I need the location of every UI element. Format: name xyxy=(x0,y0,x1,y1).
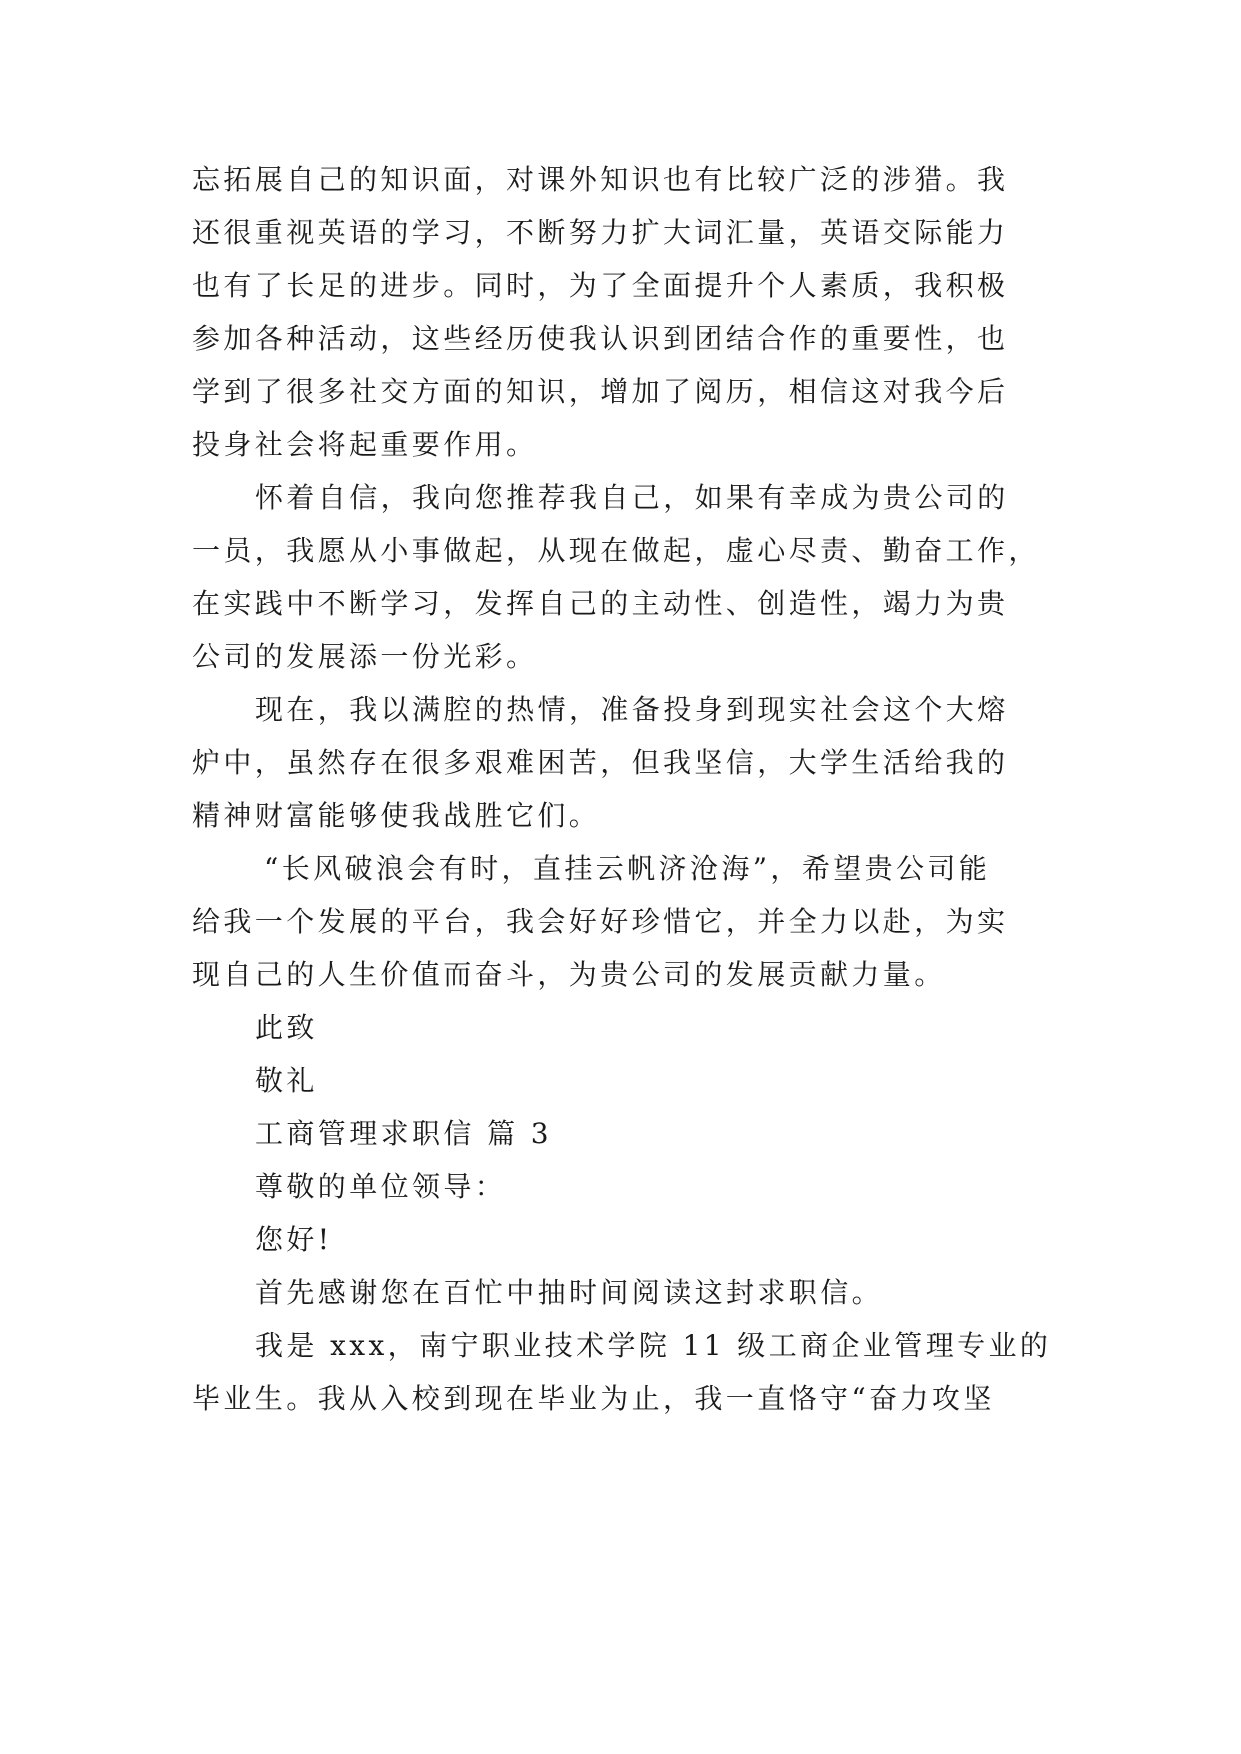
text-line: 投身社会将起重要作用。 xyxy=(192,428,538,461)
paragraph-first-line: 我是 xxx，南宁职业技术学院 11 级工商企业管理专业的 xyxy=(255,1329,1052,1362)
text-line: 精神财富能够使我战胜它们。 xyxy=(192,799,601,832)
text-line: 一员，我愿从小事做起，从现在做起，虚心尽责、勤奋工作， xyxy=(192,534,1040,567)
text-line: 在实践中不断学习，发挥自己的主动性、创造性，竭力为贵 xyxy=(192,587,1009,620)
greeting-addressee: 尊敬的单位领导： xyxy=(255,1170,507,1203)
text-line: 给我一个发展的平台，我会好好珍惜它，并全力以赴，为实 xyxy=(192,905,1009,938)
section-heading: 工商管理求职信 篇 3 xyxy=(255,1117,553,1150)
paragraph-first-line: “长风破浪会有时，直挂云帆济沧海”，希望贵公司能 xyxy=(264,852,991,885)
paragraph-first-line: 怀着自信，我向您推荐我自己，如果有幸成为贵公司的 xyxy=(255,481,1009,514)
text-line: 还很重视英语的学习，不断努力扩大词汇量，英语交际能力 xyxy=(192,216,1009,249)
paragraph-first-line: 现在，我以满腔的热情，准备投身到现实社会这个大熔 xyxy=(255,693,1009,726)
text-line: 参加各种活动，这些经历使我认识到团结合作的重要性，也 xyxy=(192,322,1009,355)
text-line: 学到了很多社交方面的知识，增加了阅历，相信这对我今后 xyxy=(192,375,1009,408)
text-line: 公司的发展添一份光彩。 xyxy=(192,640,538,673)
closing-regards: 敬礼 xyxy=(255,1064,318,1097)
text-line: 炉中，虽然存在很多艰难困苦，但我坚信，大学生活给我的 xyxy=(192,746,1009,779)
greeting: 您好! xyxy=(255,1223,333,1256)
closing-salutation: 此致 xyxy=(255,1011,318,1044)
text-line: 忘拓展自己的知识面，对课外知识也有比较广泛的涉猎。我 xyxy=(192,163,1009,196)
text-line: 现自己的人生价值而奋斗，为贵公司的发展贡献力量。 xyxy=(192,958,946,991)
text-line: 毕业生。我从入校到现在毕业为止，我一直恪守“奋力攻坚 xyxy=(192,1382,995,1415)
text-line: 也有了长足的进步。同时，为了全面提升个人素质，我积极 xyxy=(192,269,1009,302)
paragraph-first-line: 首先感谢您在百忙中抽时间阅读这封求职信。 xyxy=(255,1276,884,1309)
